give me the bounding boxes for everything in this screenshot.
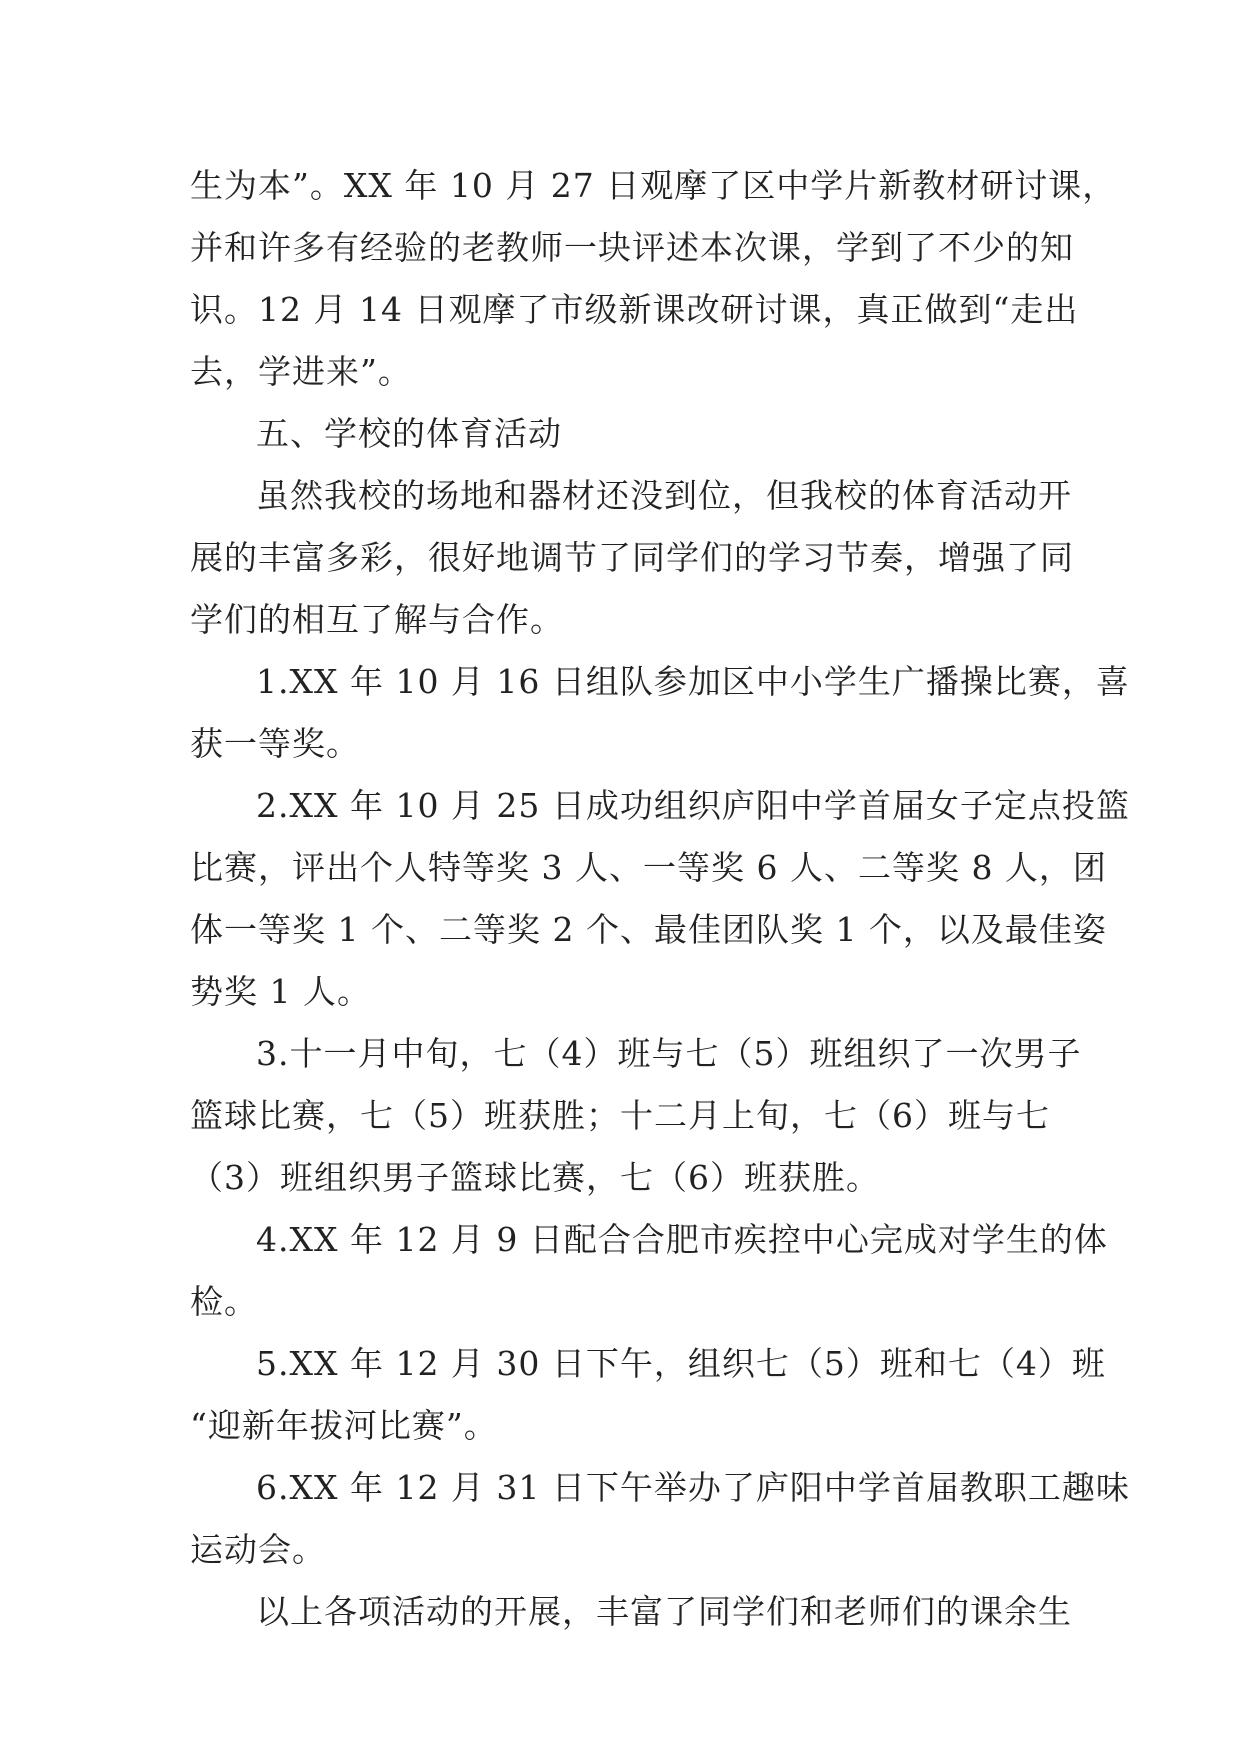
- document-body: [190, 155, 1130, 1643]
- text-line: 体一等奖 1 个、二等奖 2 个、最佳团队奖 1 个，以及最佳姿: [190, 910, 1107, 949]
- text-line: 篮球比赛，七（5）班获胜；十二月上旬，七（6）班与七: [190, 1096, 1050, 1135]
- text-line: （3）班组织男子篮球比赛，七（6）班获胜。: [190, 1158, 880, 1197]
- text-line: 生为本”。XX 年 10 月 27 日观摩了区中学片新教材研讨课，: [190, 166, 1117, 205]
- text-line: 五、学校的体育活动: [256, 414, 562, 453]
- text-line: 并和许多有经验的老教师一块评述本次课，学到了不少的知: [190, 228, 1074, 267]
- text-line: 1.XX 年 10 月 16 日组队参加区中小学生广播操比赛，喜: [256, 662, 1130, 701]
- text-line: 获一等奖。: [190, 724, 360, 763]
- text-line: 以上各项活动的开展，丰富了同学们和老师们的课余生: [256, 1592, 1072, 1631]
- text-line: 2.XX 年 10 月 25 日成功组织庐阳中学首届女子定点投篮: [256, 786, 1130, 825]
- text-line: 5.XX 年 12 月 30 日下午，组织七（5）班和七（4）班: [256, 1344, 1106, 1383]
- text-line: 6.XX 年 12 月 31 日下午举办了庐阳中学首届教职工趣味: [256, 1468, 1130, 1507]
- text-line: 3.十一月中旬，七（4）班与七（5）班组织了一次男子: [256, 1034, 1082, 1073]
- text-line: 展的丰富多彩，很好地调节了同学们的学习节奏，增强了同: [190, 538, 1074, 577]
- text-line: 运动会。: [190, 1530, 326, 1569]
- text-line: 学们的相互了解与合作。: [190, 600, 564, 639]
- text-line: “迎新年拔河比赛”。: [190, 1406, 498, 1445]
- text-line: 虽然我校的场地和器材还没到位，但我校的体育活动开: [256, 476, 1072, 515]
- text-line: 比赛，评出个人特等奖 3 人、一等奖 6 人、二等奖 8 人，团: [190, 848, 1107, 887]
- text-line: 势奖 1 人。: [190, 972, 371, 1011]
- text-line: 识。12 月 14 日观摩了市级新课改研讨课，真正做到“走出: [190, 290, 1079, 329]
- text-line: 检。: [190, 1282, 258, 1321]
- text-line: 去，学进来”。: [190, 352, 412, 391]
- text-line: 4.XX 年 12 月 9 日配合合肥市疾控中心完成对学生的体: [256, 1220, 1108, 1259]
